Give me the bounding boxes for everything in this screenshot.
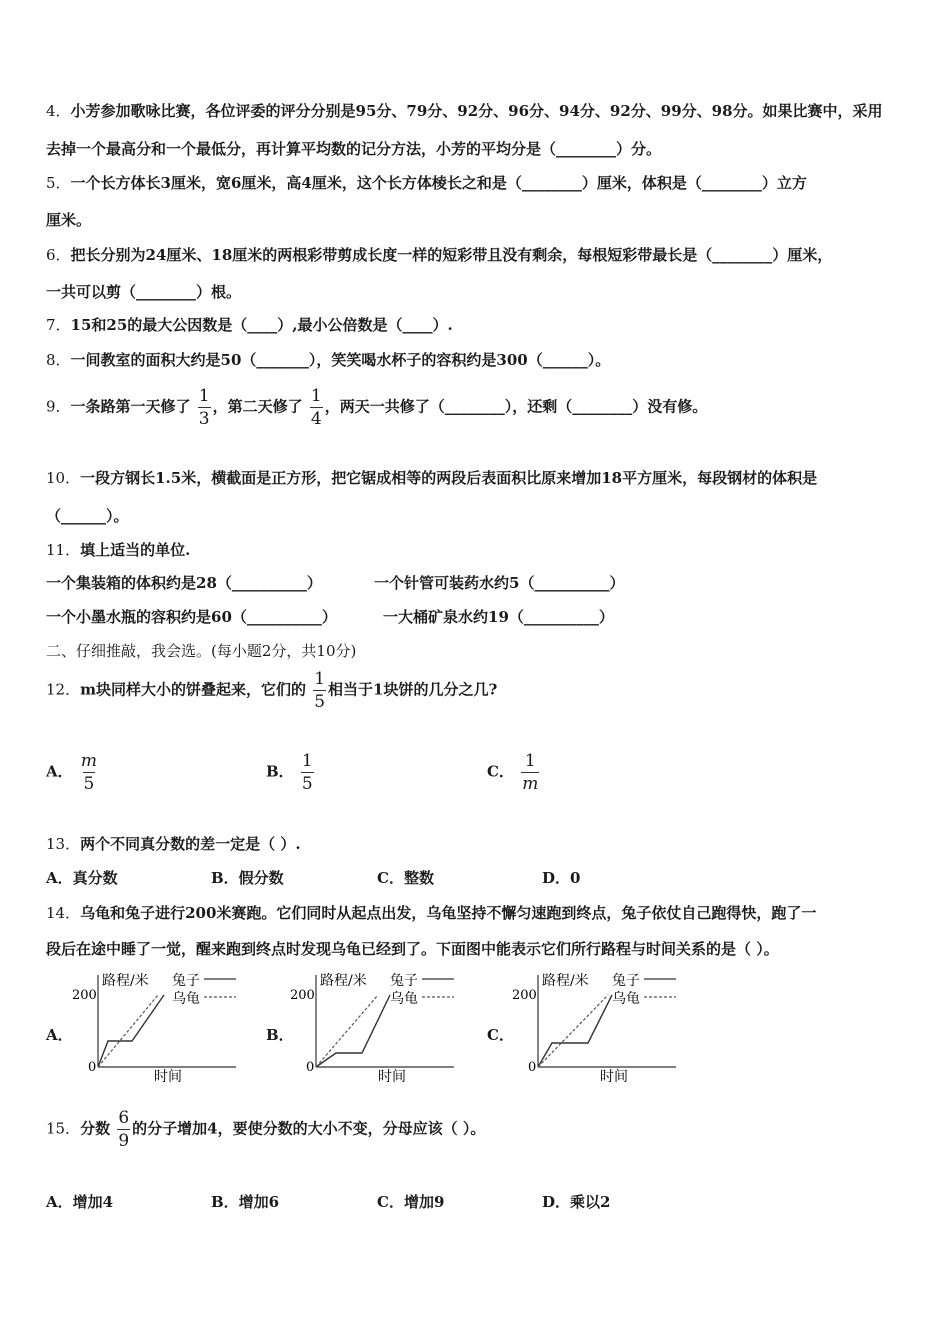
q11-row2-a: 一个小墨水瓶的容积约是60（__________） [46, 608, 337, 626]
q9-fraction-1 [198, 385, 211, 430]
q4-line1 [46, 100, 883, 122]
q12-option-c[interactable] [487, 750, 541, 795]
q15-option-a[interactable]: A．增加4 [46, 1193, 114, 1211]
q4-text-1: 小芳参加歌咏比赛，各位评委的评分分别是95分、79分、92分、96分、94分、92分、99分、98分。如果比赛中，采用 [70, 102, 883, 120]
q7-text: 15和25的最大公因数是（____）,最小公倍数是（____）. [70, 316, 453, 334]
q12-fraction-den: 5 [314, 692, 326, 712]
section-2-heading: 二、仔细推敲，我会选。(每小题2分，共10分) [46, 642, 357, 660]
q14-option-a[interactable]: A． [46, 1026, 73, 1044]
graph-b-turtle-line [316, 995, 378, 1067]
q7-line [46, 314, 453, 336]
q14-option-c[interactable]: C． [487, 1026, 514, 1044]
q9-text-2: ，第二天修了 [212, 397, 303, 416]
graph-b-xlabel: 时间 [378, 1069, 406, 1085]
q11-title: 填上适当的单位. [80, 541, 191, 559]
q15-number: 15． [46, 1119, 81, 1138]
q9-number: 9． [46, 397, 71, 416]
q12-text-1: m块同样大小的饼叠起来，它们的 [80, 680, 306, 699]
graph-a-rabbit-line [98, 995, 164, 1067]
q13-text: 两个不同真分数的差一定是（ ）. [80, 835, 301, 853]
q11-title-line [46, 539, 190, 561]
graph-a-origin: 0 [88, 1060, 97, 1075]
graph-c-legend-turtle: 乌龟 [612, 991, 640, 1007]
q5-number: 5． [46, 174, 71, 192]
q10-line2: （______）。 [46, 507, 129, 525]
q11-number: 11． [46, 541, 81, 559]
graph-b-legend-turtle: 乌龟 [390, 991, 418, 1007]
q12-number: 12． [46, 680, 81, 699]
q9-fraction-1-num: 1 [198, 386, 210, 406]
q12-option-a[interactable] [46, 750, 100, 795]
graph-b-origin: 0 [306, 1060, 315, 1075]
q15-line [46, 1107, 485, 1152]
q14-line2: 段后在途中睡了一觉，醒来跑到终点时发现乌龟已经到了。下面图中能表示它们所行路程与时间关系的是（ ）。 [46, 940, 779, 958]
graph-c-200: 200 [512, 988, 537, 1003]
q10-text-1: 一段方钢长1.5米，横截面是正方形，把它锯成相等的两段后表面积比原来增加18平方厘米，每段钢材的体积是 [80, 469, 818, 487]
q15-option-c[interactable]: C．增加9 [377, 1193, 445, 1211]
q14-line1 [46, 902, 816, 924]
q9-fraction-1-den: 3 [198, 409, 210, 429]
q14-option-b[interactable]: B． [266, 1026, 294, 1044]
q4-line2: 去掉一个最高分和一个最低分，再计算平均数的记分方法，小芳的平均分是（________）分。 [46, 140, 662, 158]
q12-option-a-den: 5 [83, 774, 95, 794]
q8-number: 8． [46, 351, 71, 369]
q12-option-c-num: 1 [524, 751, 536, 771]
q12-option-a-label: A． [46, 762, 73, 781]
q11-row2-b: 一大桶矿泉水约19（__________） [383, 608, 614, 626]
graph-b-rabbit-line [316, 995, 390, 1067]
graph-c-legend-rabbit: 兔子 [612, 973, 640, 989]
q11-row1-b: 一个针管可装药水约5（__________） [374, 574, 625, 592]
q12-option-c-den: m [522, 774, 539, 794]
q9-fraction-2 [310, 385, 323, 430]
q9-fraction-2-den: 4 [310, 409, 322, 429]
q15-fraction-num: 6 [118, 1108, 130, 1128]
q15-option-d[interactable]: D．乘以2 [542, 1193, 611, 1211]
graph-c-ylabel: 路程/米 [542, 973, 589, 989]
graph-b-ylabel: 路程/米 [320, 973, 367, 989]
q9-text-1: 一条路第一天修了 [70, 397, 191, 416]
q4-number: 4． [46, 102, 71, 120]
q9-text-3: ，两天一共修了（________），还剩（________）没有修。 [324, 397, 708, 416]
q12-fraction-num: 1 [314, 669, 326, 689]
q6-line1 [46, 244, 832, 266]
q13-option-c[interactable]: C．整数 [377, 869, 434, 887]
graph-a-legend-turtle: 乌龟 [172, 991, 200, 1007]
q15-text-2: 的分子增加4，要使分数的大小不变，分母应该（ ）。 [132, 1119, 486, 1138]
graph-c-xlabel: 时间 [600, 1069, 628, 1085]
q14-graph-a[interactable] [68, 965, 246, 1091]
q12-line [46, 668, 497, 713]
q5-line1 [46, 172, 807, 194]
q14-number: 14． [46, 904, 81, 922]
q9-line [46, 385, 707, 430]
q10-number: 10． [46, 469, 81, 487]
q10-line1 [46, 467, 817, 489]
graph-b-legend-rabbit: 兔子 [390, 973, 418, 989]
graph-a-xlabel: 时间 [154, 1069, 182, 1085]
q12-option-b-label: B． [266, 762, 294, 781]
q12-option-b[interactable] [266, 750, 316, 795]
q13-number: 13． [46, 835, 81, 853]
q9-fraction-2-num: 1 [310, 386, 322, 406]
graph-c-origin: 0 [528, 1060, 537, 1075]
q12-option-c-fraction [521, 750, 539, 795]
q12-option-b-den: 5 [301, 774, 313, 794]
graph-a-ylabel: 路程/米 [102, 973, 149, 989]
q14-text-1: 乌龟和兔子进行200米赛跑。它们同时从起点出发，乌龟坚持不懈匀速跑到终点，兔子依仗自己跑得快，跑了一 [80, 904, 817, 922]
graph-b-200: 200 [290, 988, 315, 1003]
q7-number: 7． [46, 316, 71, 334]
q13-option-a[interactable]: A．真分数 [46, 869, 118, 887]
q12-option-b-num: 1 [301, 751, 313, 771]
q13-line [46, 833, 301, 855]
q5-line2: 厘米。 [46, 211, 92, 229]
graph-a-turtle-line [98, 995, 158, 1067]
graph-c-turtle-line [538, 995, 608, 1067]
q12-text-2: 相当于1块饼的几分之几? [328, 680, 498, 699]
q14-graph-c[interactable] [508, 965, 686, 1091]
q12-fraction [313, 668, 326, 713]
q8-text: 一间教室的面积大约是50（_______），笑笑喝水杯子的容积约是300（______）。 [70, 351, 611, 369]
q6-text-1: 把长分别为24厘米、18厘米的两根彩带剪成长度一样的短彩带且没有剩余，每根短彩带最长是（________）厘米， [70, 246, 833, 264]
q11-row1-a: 一个集装箱的体积约是28（__________） [46, 574, 322, 592]
q6-number: 6． [46, 246, 71, 264]
q12-option-a-fraction [80, 750, 98, 795]
graph-a-legend-rabbit: 兔子 [172, 973, 200, 989]
q12-option-b-fraction [301, 750, 314, 795]
q6-line2: 一共可以剪（________）根。 [46, 283, 242, 301]
q12-option-c-label: C． [487, 762, 514, 781]
q15-option-b[interactable]: B．增加6 [211, 1193, 280, 1211]
q15-fraction-den: 9 [118, 1131, 130, 1151]
q12-option-a-num: m [80, 751, 97, 771]
q14-graph-b[interactable] [286, 965, 464, 1091]
q13-option-b[interactable]: B．假分数 [211, 869, 284, 887]
q15-fraction [117, 1107, 130, 1152]
q5-text-1: 一个长方体长3厘米，宽6厘米，高4厘米，这个长方体棱长之和是（________）厘米，体积是（________）立方 [70, 174, 807, 192]
graph-a-200: 200 [72, 988, 97, 1003]
q13-option-d[interactable]: D．0 [542, 869, 581, 887]
q8-line [46, 349, 610, 371]
q15-text-1: 分数 [80, 1119, 111, 1138]
